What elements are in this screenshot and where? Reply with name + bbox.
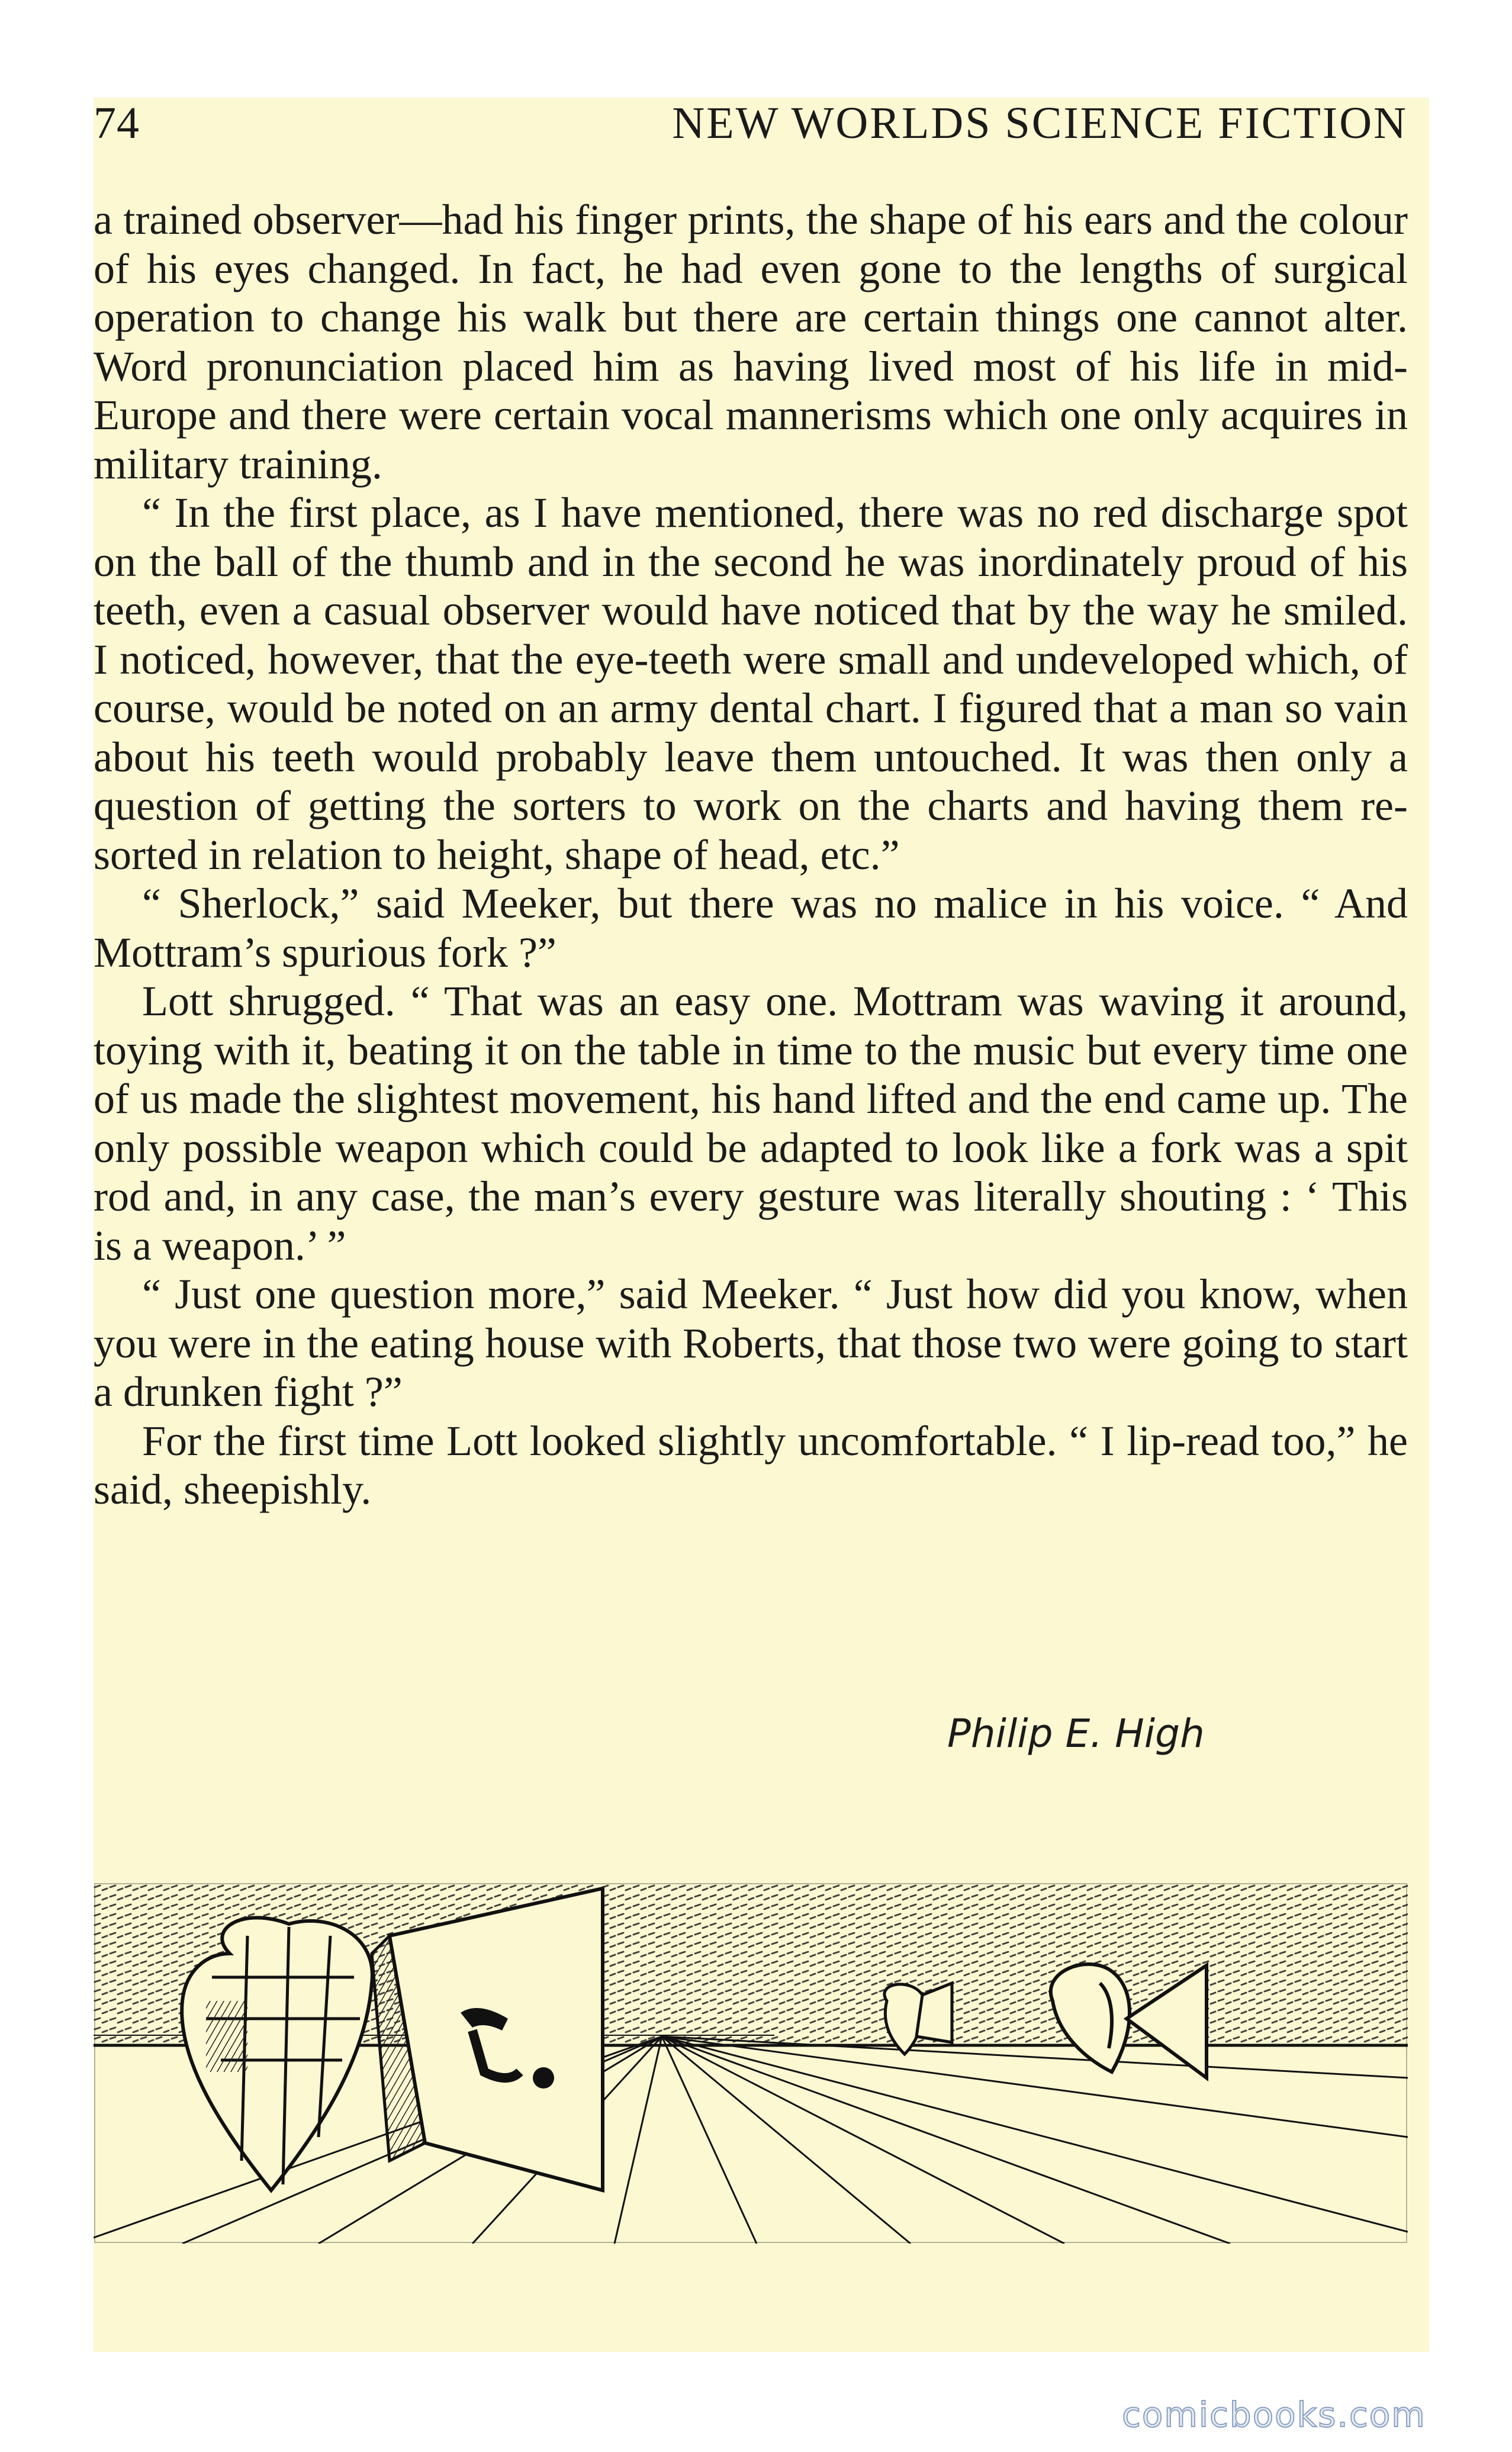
triangle-slab-sculpture — [372, 1888, 603, 2190]
page-number: 74 — [94, 98, 140, 148]
watermark: comicbooks.com — [1122, 2395, 1426, 2435]
paragraph: For the first time Lott looked slightly uncomfortable. “ I lip-read too,” he said, sheepishly. — [94, 1417, 1408, 1513]
running-head-title: NEW WORLDS SCIENCE FICTION — [672, 98, 1408, 148]
paragraph: Lott shrugged. “ That was an easy one. Mottram was waving it around, toying with it, beating it on the table in time to the music but every time one of us made the slightest movement, his hand lifted and the end came up. The only possible weapon which could be adapted to look like a fork was a spit rod and, in any case, the man’s every gesture was literally shouting : ‘ This is a weapon.’ ” — [94, 977, 1408, 1269]
paragraph: a trained observer—had his finger prints, the shape of his ears and the colour of his eyes changed. In fact, he had even gone to the lengths of surgical operation to change his walk but there are certain things one cannot alter. Word pronunciation placed him as having lived most of his life in mid-Europe and there were certain vocal mannerisms which one only acquires in military training. — [94, 196, 1408, 488]
paragraph: “ Sherlock,” said Meeker, but there was no malice in his voice. “ And Mottram’s spurious fork ?” — [94, 880, 1408, 976]
paragraph: “ In the first place, as I have mentioned, there was no red discharge spot on the ball of the thumb and in the second he was inordinately proud of his teeth, even a casual observer would have noticed that by the way he smiled. I noticed, however, that the eye-teeth were small and undeveloped which, of course, would be noted on an army dental chart. I figured that a man so vain about his teeth would probably leave them untouched. It was then only a question of getting the sorters to work on the charts and having them re-sorted in relation to height, shape of head, etc.” — [94, 489, 1408, 879]
surreal-landscape-illustration — [94, 1883, 1408, 2244]
story-text — [94, 195, 1408, 1514]
author-byline: Philip E. High — [947, 1711, 1205, 1756]
paragraph: “ Just one question more,” said Meeker. “ Just how did you know, when you were in the eating house with Roberts, that those two were going to start a drunken fight ?” — [94, 1270, 1408, 1415]
